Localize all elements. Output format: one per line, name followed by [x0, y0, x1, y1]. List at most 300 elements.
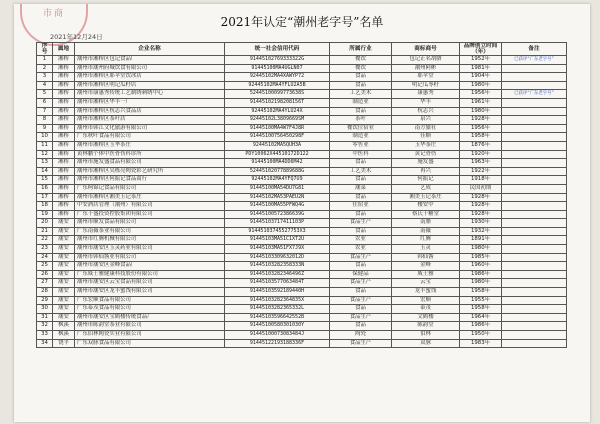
table-row [37, 236, 567, 245]
document-title: 2021年认定“潮州老字号”名单 [220, 15, 384, 29]
cell-credit-code: 91445103717411103P [225, 219, 330, 228]
cell-index: 9 [37, 124, 53, 133]
cell-industry: 住宿业 [330, 202, 392, 211]
cell-remarks [502, 184, 567, 193]
cell-brand: 南方旅社 [392, 124, 460, 133]
cell-brand: 何振记 [392, 176, 460, 185]
cell-region: 饶平 [53, 339, 75, 348]
cell-remarks [502, 133, 567, 142]
cell-company: 中安酒店管理（潮州）有限公司 [75, 202, 225, 211]
cell-remarks [502, 116, 567, 125]
cell-industry: 食品 [330, 81, 392, 90]
cell-industry: 茶叶 [330, 116, 392, 125]
cell-index: 12 [37, 150, 53, 159]
table-row [37, 56, 567, 65]
cell-industry: 工艺美术 [330, 167, 392, 176]
table-row [37, 305, 567, 314]
cell-credit-code: 91445100MA55PFWQ4G [225, 202, 330, 211]
cell-industry: 食品 [330, 107, 392, 116]
cell-founded: 1918年 [460, 176, 502, 185]
cell-region: 枫溪 [53, 331, 75, 340]
cell-founded: 1956年 [460, 124, 502, 133]
cell-region: 湘桥 [53, 202, 75, 211]
cell-region: 潮安 [53, 279, 75, 288]
cell-brand: 南腊 [392, 219, 460, 228]
cell-founded: 1876年 [460, 141, 502, 150]
cell-region: 湘桥 [53, 176, 75, 185]
cell-brand: 包记正名胡腊 [392, 56, 460, 65]
cell-company: 黄林鹏个体中医骨伤科诊所 [75, 150, 225, 159]
cell-industry: 保健品 [330, 270, 392, 279]
cell-index: 5 [37, 90, 53, 99]
cell-industry: 制造业 [330, 133, 392, 142]
cell-founded: 1952年 [460, 56, 502, 65]
cell-region: 潮安 [53, 262, 75, 271]
cell-region: 湘桥 [53, 141, 75, 150]
cell-company: 潮州市韩江文化旅游有限公司 [75, 124, 225, 133]
cell-region: 湘桥 [53, 90, 75, 99]
cell-industry: 食品生产 [330, 279, 392, 288]
cell-credit-code: 91445103282346496Z [225, 270, 330, 279]
cell-founded: 1963年 [460, 159, 502, 168]
cell-remarks [502, 227, 567, 236]
cell-region: 枫溪 [53, 322, 75, 331]
cell-remarks [502, 150, 567, 159]
cell-company: 潮州市施发盛食品有限公司 [75, 159, 225, 168]
cell-company: 潮州市潮安区云宝食品有限公司 [75, 279, 225, 288]
cell-credit-code: 92445102MA5QUH3A [225, 141, 330, 150]
cell-credit-code: 52445100099773638S [225, 90, 330, 99]
cell-index: 10 [37, 133, 53, 142]
cell-industry: 食品 [330, 227, 392, 236]
cell-brand: 再兴 [392, 167, 460, 176]
cell-remarks [502, 270, 567, 279]
cell-brand: 陈韵堂 [392, 322, 460, 331]
cell-founded: 1986年 [460, 322, 502, 331]
cell-index: 20 [37, 219, 53, 228]
table-row [37, 227, 567, 236]
cell-credit-code: 91445103592189440H [225, 288, 330, 297]
cell-brand: 金峰 [392, 262, 460, 271]
table-header-row [37, 43, 567, 56]
table-row [37, 245, 567, 254]
cell-region: 湘桥 [53, 193, 75, 202]
cell-brand: 明记瓜枣籽 [392, 81, 460, 90]
cell-industry: 食品 [330, 176, 392, 185]
cell-remarks [502, 176, 567, 185]
table-row [37, 141, 567, 150]
cell-company: 潮州市湘桥区茶叶店 [75, 116, 225, 125]
cell-company: 广东威士雅健康科技股份有限公司 [75, 270, 225, 279]
cell-remarks [502, 98, 567, 107]
laozihao-table [36, 42, 567, 348]
cell-index: 1 [37, 56, 53, 65]
cell-brand: 泉兴 [392, 116, 460, 125]
cell-brand: 南薇 [392, 227, 460, 236]
cell-company: 潮州市湘桥区玉华茶庄 [75, 141, 225, 150]
cell-founded: 1904年 [460, 73, 502, 82]
table-row [37, 98, 567, 107]
cell-industry: 食品 [330, 262, 392, 271]
cell-company: 广东双脉食品有限公司 [75, 339, 225, 348]
cell-index: 25 [37, 262, 53, 271]
table-row [37, 322, 567, 331]
cell-founded: 1983年 [460, 339, 502, 348]
cell-index: 3 [37, 73, 53, 82]
cell-credit-code: 91445102769333322G [225, 56, 330, 65]
cell-index: 28 [37, 288, 53, 297]
cell-region: 湘桥 [53, 210, 75, 219]
cell-region: 潮安 [53, 270, 75, 279]
table-row [37, 202, 567, 211]
table-row [37, 81, 567, 90]
cell-credit-code: 92445102MA4XAWYP72 [225, 73, 330, 82]
cell-brand: 杭志兴 [392, 107, 460, 116]
cell-founded: 1986年 [460, 270, 502, 279]
table-row [37, 116, 567, 125]
cell-industry: 食品生产 [330, 253, 392, 262]
cell-industry: 食品 [330, 193, 392, 202]
cell-remarks [502, 322, 567, 331]
table-row [37, 124, 567, 133]
document-date: 2021年12月24日 [50, 33, 103, 41]
cell-credit-code: 91445122193188336F [225, 339, 330, 348]
cell-founded: 1958年 [460, 288, 502, 297]
cell-founded: 1981年 [460, 64, 502, 73]
cell-brand: 湘美玉记茶庄 [392, 193, 460, 202]
cell-credit-code: 92445102MA4YLU24X [225, 107, 330, 116]
cell-index: 32 [37, 322, 53, 331]
cell-index: 14 [37, 167, 53, 176]
header-industry: 所属行业 [330, 43, 392, 56]
cell-credit-code: 92445102L3809669SM [225, 116, 330, 125]
cell-industry: 中医科 [330, 150, 392, 159]
cell-index: 4 [37, 81, 53, 90]
cell-credit-code: 91445100MA4DD6M42 [225, 159, 330, 168]
cell-index: 2 [37, 64, 53, 73]
cell-industry: 食品生产 [330, 219, 392, 228]
cell-brand: 华丰 [392, 98, 460, 107]
official-seal-stamp: 市商 [20, 4, 88, 46]
cell-credit-code: 91445100756450298F [225, 133, 330, 142]
cell-index: 23 [37, 245, 53, 254]
cell-brand: 双脉 [392, 339, 460, 348]
cell-brand: 潮州阿彬 [392, 64, 460, 73]
cell-company: 潮州市潮州府城饮食有限公司 [75, 64, 225, 73]
cell-index: 33 [37, 331, 53, 340]
cell-region: 湘桥 [53, 107, 75, 116]
cell-brand: 韩仙酱 [392, 253, 460, 262]
cell-remarks [502, 167, 567, 176]
cell-company: 潮州市湘桥区耶苹堂饮冰店 [75, 73, 225, 82]
table-row [37, 331, 567, 340]
cell-region: 潮安 [53, 253, 75, 262]
cell-brand: 黄记骨伤 [392, 150, 460, 159]
cell-founded: 1985年 [460, 253, 502, 262]
header-founded: 品牌创立时间（年） [460, 43, 502, 56]
table-row [37, 176, 567, 185]
table-row [37, 219, 567, 228]
cell-company: 广东千盛投资控股集团有限公司 [75, 210, 225, 219]
cell-company: 广东柯锦记食品有限公司 [75, 184, 225, 193]
cell-region: 湘桥 [53, 81, 75, 90]
cell-company: 潮州市湘桥区吴栋亮陶瓷彩艺研究所 [75, 167, 225, 176]
cell-founded: 1980年 [460, 245, 502, 254]
cell-brand: 佳顺 [392, 133, 460, 142]
cell-founded: 1932年 [460, 227, 502, 236]
cell-remarks [502, 73, 567, 82]
table-row [37, 262, 567, 271]
cell-company: 潮州市康惠秀传统工艺制绣刺绣中心 [75, 90, 225, 99]
cell-founded: 1922年 [460, 167, 502, 176]
table-row [37, 339, 567, 348]
cell-index: 29 [37, 296, 53, 305]
cell-remarks [502, 107, 567, 116]
cell-remarks [502, 236, 567, 245]
cell-company: 潮州市湘桥区包记食品厂 [75, 56, 225, 65]
cell-region: 潮安 [53, 219, 75, 228]
table-row [37, 90, 567, 99]
cell-company: 潮州市湘桥区杭志兴食品店 [75, 107, 225, 116]
cell-region: 湘桥 [53, 73, 75, 82]
document-sheet [14, 4, 590, 422]
cell-brand: 艺成 [392, 184, 460, 193]
cell-industry: 食品 [330, 73, 392, 82]
cell-industry: 食品 [330, 305, 392, 314]
cell-founded: 1960年 [460, 262, 502, 271]
table-row [37, 193, 567, 202]
cell-region: 湘桥 [53, 159, 75, 168]
cell-credit-code: 91445100073083484J [225, 331, 330, 340]
cell-region: 湘桥 [53, 167, 75, 176]
cell-remarks [502, 245, 567, 254]
cell-industry: 食品 [330, 322, 392, 331]
cell-industry: 制造业 [330, 98, 392, 107]
cell-remarks [502, 305, 567, 314]
table-row [37, 167, 567, 176]
cell-remarks: 已获评“广东老字号” [502, 90, 567, 99]
cell-index: 18 [37, 202, 53, 211]
cell-remarks [502, 279, 567, 288]
cell-remarks [502, 193, 567, 202]
cell-company: 潮州市湘桥区华丰一厂 [75, 98, 225, 107]
cell-remarks [502, 124, 567, 133]
cell-index: 16 [37, 184, 53, 193]
cell-credit-code: 91445100MA54DU7G81 [225, 184, 330, 193]
cell-founded: 1958年 [460, 305, 502, 314]
cell-brand: 泰茂 [392, 305, 460, 314]
cell-industry: 食品 [330, 159, 392, 168]
cell-remarks [502, 288, 567, 297]
cell-index: 31 [37, 313, 53, 322]
cell-credit-code: 91445102198208156T [225, 98, 330, 107]
cell-brand: 威士雅 [392, 270, 460, 279]
header-company: 企业名称 [75, 43, 225, 56]
cell-founded: 1928年 [460, 210, 502, 219]
table-row [37, 296, 567, 305]
cell-index: 17 [37, 193, 53, 202]
cell-credit-code: 91445100572386639G [225, 210, 330, 219]
cell-remarks [502, 202, 567, 211]
cell-remarks [502, 331, 567, 340]
cell-credit-code: 91445103282365332L [225, 305, 330, 314]
cell-founded: 1928年 [460, 193, 502, 202]
cell-credit-code: 91445100MA4UGLN07 [225, 64, 330, 73]
cell-company: 潮州市潮安区龙丰蜜饯有限公司 [75, 288, 225, 297]
cell-credit-code: 91445100580301030Y [225, 322, 330, 331]
cell-index: 27 [37, 279, 53, 288]
cell-brand: 伯林 [392, 331, 460, 340]
cell-region: 湘桥 [53, 124, 75, 133]
cell-index: 11 [37, 141, 53, 150]
table-row [37, 279, 567, 288]
cell-brand: 施发盛 [392, 159, 460, 168]
cell-industry: 农业 [330, 245, 392, 254]
header-credit-code: 统一社会信用代码 [225, 43, 330, 56]
cell-company: 潮州市陈韵堂茶业有限公司 [75, 322, 225, 331]
cell-founded: 1980年 [460, 81, 502, 90]
cell-founded: 1980年 [460, 279, 502, 288]
table-row [37, 288, 567, 297]
cell-industry: 工艺美术 [330, 90, 392, 99]
cell-remarks [502, 296, 567, 305]
cell-brand: 蔡氏千糖堂 [392, 210, 460, 219]
cell-index: 26 [37, 270, 53, 279]
cell-industry: 零售业 [330, 141, 392, 150]
cell-founded: 1980年 [460, 107, 502, 116]
cell-industry: 农业 [330, 236, 392, 245]
cell-region: 湘桥 [53, 64, 75, 73]
cell-industry: 食品 [330, 288, 392, 297]
table-row [37, 150, 567, 159]
cell-company: 潮州市潮安区金峰食品厂 [75, 262, 225, 271]
cell-company: 潮州市顺发食品有限公司 [75, 219, 225, 228]
cell-remarks [502, 159, 567, 168]
cell-index: 21 [37, 227, 53, 236]
cell-index: 15 [37, 176, 53, 185]
cell-credit-code: 52445102077889688G [225, 167, 330, 176]
cell-region: 潮安 [53, 227, 75, 236]
cell-remarks [502, 64, 567, 73]
cell-industry: 潮菜 [330, 184, 392, 193]
cell-index: 19 [37, 210, 53, 219]
cell-industry: 食品 [330, 210, 392, 219]
cell-company: 潮州市湘桥区明记瓜籽店 [75, 81, 225, 90]
table-row [37, 133, 567, 142]
table-row [37, 313, 567, 322]
cell-company: 广东泰茂食品有限公司 [75, 305, 225, 314]
cell-founded: 1891年 [460, 236, 502, 245]
cell-remarks [502, 81, 567, 90]
cell-credit-code: 91445103309632012D [225, 253, 330, 262]
cell-remarks [502, 219, 567, 228]
cell-company: 广东伯林陶瓷实业有限公司 [75, 331, 225, 340]
cell-remarks [502, 262, 567, 271]
cell-region: 湘桥 [53, 150, 75, 159]
cell-company: 潮州市湘桥区湘美玉记茶庄 [75, 193, 225, 202]
cell-industry: 食品生产 [330, 296, 392, 305]
cell-index: 30 [37, 305, 53, 314]
cell-brand: 康惠秀 [392, 90, 460, 99]
cell-credit-code: 91445103596642552B [225, 313, 330, 322]
cell-credit-code: 91445103282364835X [225, 296, 330, 305]
cell-credit-code: 91445103MA51FX7J9X [225, 245, 330, 254]
cell-brand: 耶苹堂 [392, 73, 460, 82]
cell-industry: 餐饮 [330, 56, 392, 65]
cell-company: 广东宏顺食品有限公司 [75, 296, 225, 305]
cell-region: 潮安 [53, 313, 75, 322]
header-remarks: 备注 [502, 43, 567, 56]
cell-index: 13 [37, 159, 53, 168]
cell-founded: 1950年 [460, 331, 502, 340]
cell-remarks [502, 339, 567, 348]
table-row [37, 253, 567, 262]
cell-founded: 1964年 [460, 313, 502, 322]
table-body [37, 56, 567, 348]
cell-remarks [502, 313, 567, 322]
cell-remarks [502, 253, 567, 262]
cell-region: 潮安 [53, 296, 75, 305]
table-row [37, 73, 567, 82]
table-row [37, 159, 567, 168]
cell-index: 24 [37, 253, 53, 262]
table-row [37, 64, 567, 73]
cell-brand: 宏顺 [392, 296, 460, 305]
cell-credit-code: 92445102MA4YFQ7U9 [225, 176, 330, 185]
cell-region: 湘桥 [53, 116, 75, 125]
cell-founded: 1955年 [460, 296, 502, 305]
cell-company: 潮州市湘桥区何振记食品商行 [75, 176, 225, 185]
cell-credit-code: 91445103745527753X3 [225, 227, 330, 236]
cell-brand: 龙丰蜜饯 [392, 288, 460, 297]
cell-industry: 餐饮住宿业 [330, 124, 392, 133]
cell-founded: 1961年 [460, 98, 502, 107]
cell-company: 潮州市潮安区宝鹤楼传统食品厂 [75, 313, 225, 322]
cell-index: 22 [37, 236, 53, 245]
cell-credit-code: 91445103MA51C1XT2U [225, 236, 330, 245]
cell-region: 潮安 [53, 245, 75, 254]
cell-region: 潮安 [53, 288, 75, 297]
cell-remarks: 已获评“广东老字号” [502, 56, 567, 65]
cell-credit-code: 92445102MA4YFLU2A5B [225, 81, 330, 90]
cell-company: 广东南薇茶业有限公司 [75, 227, 225, 236]
cell-index: 6 [37, 98, 53, 107]
cell-industry: 食品生产 [330, 339, 392, 348]
cell-credit-code: 91445103577063484T [225, 279, 330, 288]
table-row [37, 210, 567, 219]
cell-index: 34 [37, 339, 53, 348]
cell-region: 潮安 [53, 305, 75, 314]
cell-founded: 1920年 [460, 150, 502, 159]
cell-credit-code: 91445103282358333N [225, 262, 330, 271]
cell-brand: 文鹤楼 [392, 313, 460, 322]
cell-company: 潮州市红腾机械有限公司 [75, 236, 225, 245]
cell-brand: 楼安中 [392, 202, 460, 211]
cell-company: 潮州市潮安区玉灵药业有限公司 [75, 245, 225, 254]
cell-remarks [502, 210, 567, 219]
header-index: 序号 [37, 43, 53, 56]
cell-region: 湘桥 [53, 184, 75, 193]
table-row [37, 270, 567, 279]
cell-brand: 玉华茶庄 [392, 141, 460, 150]
header-region: 属地 [53, 43, 75, 56]
cell-region: 湘桥 [53, 56, 75, 65]
cell-founded: 1956年 [460, 90, 502, 99]
cell-region: 湘桥 [53, 133, 75, 142]
cell-industry: 食品生产 [330, 313, 392, 322]
cell-founded: 1958年 [460, 133, 502, 142]
cell-founded: 1930年 [460, 219, 502, 228]
